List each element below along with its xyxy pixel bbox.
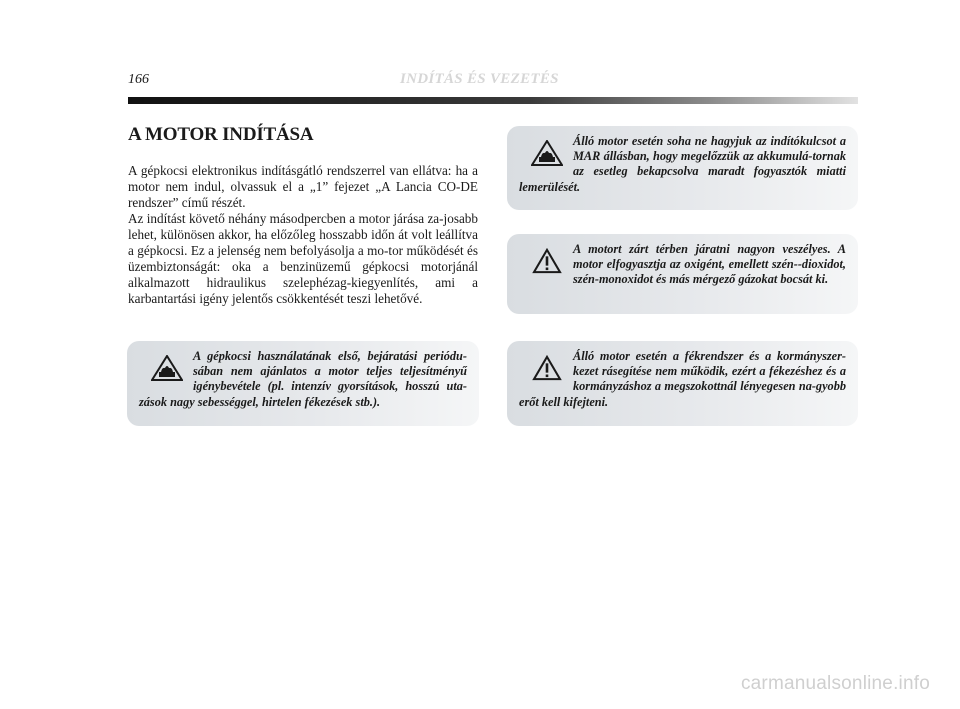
note-text: A motort zárt térben járatni nagyon veszélyes. A motor elfogyasztja az oxigént, emellett szén--dioxidot, szén-monoxidot és más mérgező gázokat bocsát ki. — [573, 242, 846, 287]
note-text: Álló motor esetén soha ne hagyjuk az indítókulcsot a MAR állásban, hogy megelőzzük az akkumulá-tornak az esetleg bekapcsolva maradt fogyasztók miatti lemerülését. — [519, 134, 846, 194]
caution-note-ignition-key — [507, 126, 858, 210]
watermark: carmanualsonline.info — [740, 673, 930, 694]
warning-note-brakes-steering — [507, 341, 858, 426]
header-rule — [128, 97, 858, 104]
caution-symbol-icon — [151, 355, 183, 381]
running-head: INDÍTÁS ÉS VEZETÉS — [400, 71, 559, 87]
warning-triangle-icon — [531, 248, 563, 274]
paragraph-1: A gépkocsi elektronikus indításgátló rendszerrel van ellátva: ha a motor nem indul, olvassuk el a „1” fejezet „A Lancia CO-DE rendszer” című részét. — [128, 163, 478, 210]
caution-note-break-in — [127, 341, 479, 426]
paragraph-2: Az indítást követő néhány másodpercben a motor járása za-josabb lehet, különösen akkor, ha előzőleg hosszabb időn át volt leállítva a gépkocsi. Ez a jelenség nem befolyásolja a mo-tor működését és üzembiztonságát: oka a benzinüzemű gépkocsi motorjánál alkalmazott hidraulikus szelephézag-kiegyenlítés, ami a karbantartási igény jelentős csökkentését teszi lehetővé. — [128, 211, 478, 306]
warning-triangle-icon — [531, 355, 563, 381]
page-number: 166 — [128, 72, 149, 87]
section-title: A MOTOR INDÍTÁSA — [128, 124, 314, 145]
body-text — [128, 163, 478, 307]
warning-note-enclosed-space — [507, 234, 858, 314]
caution-symbol-icon — [531, 140, 563, 166]
note-text: Álló motor esetén a fékrendszer és a kormányszer-kezet rásegítése nem működik, ezért a fékezéshez és a kormányzáshoz a megszokottnál lényegesen na-gyobb erőt kell kifejteni. — [519, 349, 846, 409]
caution-note-text: A gépkocsi használatának első, bejáratási periódu-sában nem ajánlatos a motor teljes teljesítményű igénybevétele (pl. intenzív gyorsítások, hosszú uta-zások nagy sebességgel, hirtelen fékezések stb.). — [139, 349, 467, 409]
